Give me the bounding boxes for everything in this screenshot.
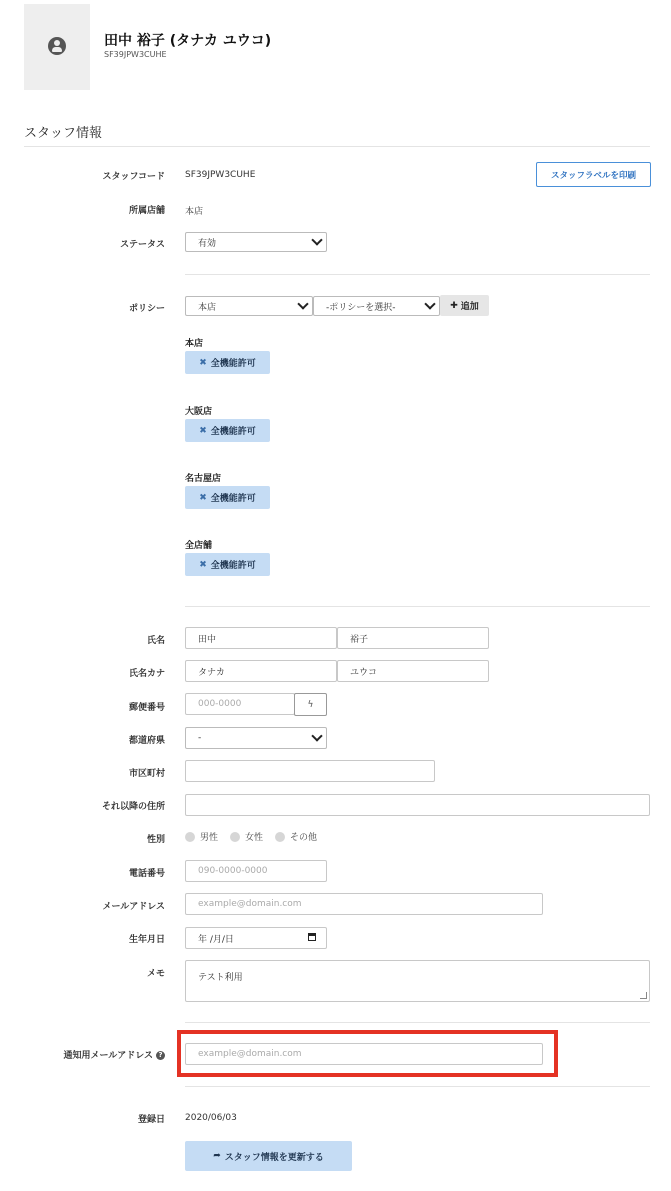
section-title: スタッフ情報 [24,126,103,141]
policy-tag[interactable] [185,486,270,509]
staff-name: 田中 裕子 (タナカ ユウコ) [104,33,272,49]
policy-label: ポリシー [128,304,165,314]
gender-option-other[interactable] [275,830,317,843]
section-divider [24,146,650,147]
gender-option-female[interactable] [230,830,263,843]
policy-store-name: 名古屋店 [185,474,222,484]
remove-icon[interactable]: ✖ [199,357,207,368]
status-select-value: 有効 [198,238,217,249]
avatar [24,4,90,90]
prefecture-select[interactable] [185,727,327,749]
radio-button[interactable] [230,832,240,842]
bolt-icon: ϟ [307,699,314,710]
policy-tag[interactable] [185,419,270,442]
name-label: 氏名 [146,636,165,646]
notify-email-input[interactable]: example@domain.com [185,1043,543,1065]
policy-tag-label: 全機能許可 [210,359,256,369]
policy-store-name: 全店舗 [185,541,213,551]
help-icon[interactable]: ? [156,1051,165,1060]
birthday-label: 生年月日 [128,935,165,945]
policy-tag-label: 全機能許可 [210,561,256,571]
plus-icon: ✚ [450,300,458,311]
notify-email-label [63,1048,165,1061]
policy-select[interactable] [313,296,440,316]
registered-label: 登録日 [137,1115,165,1125]
email-label: メールアドレス [102,902,165,912]
update-staff-label: スタッフ情報を更新する [224,1152,324,1163]
policy-tag-label: 全機能許可 [210,427,256,437]
policy-tag[interactable] [185,351,270,374]
share-arrow-icon: ➦ [213,1151,221,1161]
resize-handle-icon[interactable] [640,992,647,999]
status-select[interactable] [185,232,327,252]
staff-code-subtitle: SF39JPW3CUHE [104,50,167,59]
gender-radio-group [185,830,329,843]
add-policy-label: 追加 [460,302,479,312]
phone-label: 電話番号 [128,869,165,879]
status-label: ステータス [120,240,165,250]
divider [185,606,650,607]
store-label: 所属店舗 [128,206,165,216]
remove-icon[interactable]: ✖ [199,425,207,436]
calendar-icon[interactable] [308,933,316,941]
birthday-input[interactable] [185,927,327,949]
zip-lookup-button[interactable] [294,693,327,716]
email-input[interactable]: example@domain.com [185,893,543,915]
last-name-input[interactable]: 田中 [185,627,337,649]
last-name-kana-input[interactable]: タナカ [185,660,337,682]
gender-option-male[interactable] [185,830,218,843]
zip-label: 郵便番号 [128,703,165,713]
notify-email-label-text: 通知用メールアドレス [63,1051,153,1061]
gender-label: 性別 [146,835,165,845]
address-label: それ以降の住所 [101,802,165,812]
policy-tag[interactable] [185,553,270,576]
staff-code-label: スタッフコード [102,172,165,182]
prefecture-label: 都道府県 [128,736,165,746]
memo-textarea[interactable] [185,960,650,1002]
city-input[interactable] [185,760,435,782]
registered-value: 2020/06/03 [185,1113,237,1123]
gender-option-label: 男性 [200,833,219,843]
staff-code-value: SF39JPW3CUHE [185,170,256,180]
memo-text: テスト利用 [198,973,243,983]
chevron-down-icon [311,730,322,741]
birthday-placeholder: 年 /月/日 [198,934,234,945]
print-label-button[interactable]: スタッフラベルを印刷 [536,162,651,187]
store-value: 本店 [185,207,204,217]
kana-label: 氏名カナ [128,669,165,679]
policy-store-select-value: 本店 [198,302,217,313]
radio-button[interactable] [275,832,285,842]
chevron-down-icon [424,298,435,309]
gender-option-label: 女性 [245,833,264,843]
prefecture-select-value: - [198,733,202,743]
divider [185,1022,650,1023]
update-staff-button[interactable] [185,1141,352,1171]
memo-label: メモ [146,969,165,979]
divider [185,1086,650,1087]
user-icon [48,37,66,55]
chevron-down-icon [311,234,322,245]
remove-icon[interactable]: ✖ [199,559,207,570]
chevron-down-icon [297,298,308,309]
phone-input[interactable]: 090-0000-0000 [185,860,327,882]
policy-store-select[interactable] [185,296,313,316]
remove-icon[interactable]: ✖ [199,492,207,503]
add-policy-button[interactable] [440,295,489,316]
gender-option-label: その他 [290,833,318,843]
address-input[interactable] [185,794,650,816]
radio-button[interactable] [185,832,195,842]
policy-tag-label: 全機能許可 [210,494,256,504]
city-label: 市区町村 [128,769,165,779]
zip-input[interactable]: 000-0000 [185,693,295,715]
policy-select-value: -ポリシーを選択- [326,302,396,313]
first-name-kana-input[interactable]: ユウコ [337,660,489,682]
divider [185,274,650,275]
policy-store-name: 本店 [185,339,204,349]
first-name-input[interactable]: 裕子 [337,627,489,649]
policy-store-name: 大阪店 [185,407,213,417]
